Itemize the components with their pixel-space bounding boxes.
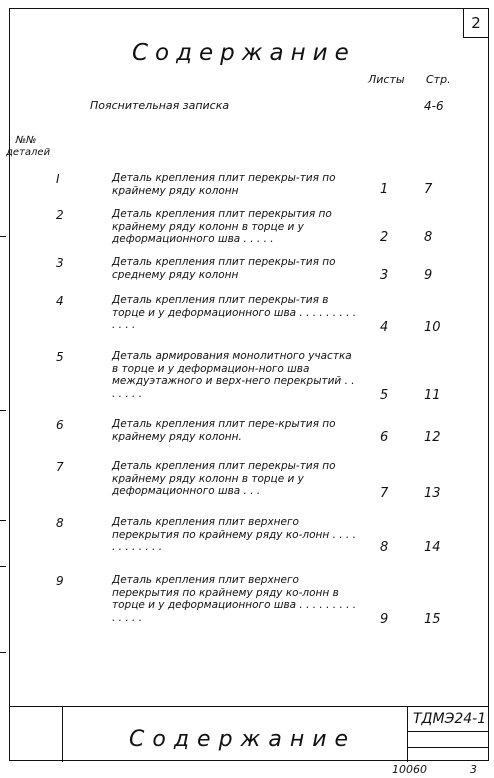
row-description: Деталь крепления плит перекры-тия по крайнему ряду колонн bbox=[112, 172, 336, 197]
row-page: 7 bbox=[424, 182, 433, 197]
row-page: 13 bbox=[424, 486, 441, 501]
title-block-divider bbox=[62, 707, 63, 762]
row-number: 7 bbox=[56, 460, 64, 474]
row-sheet: 5 bbox=[380, 388, 389, 403]
row-sheet: 7 bbox=[380, 486, 389, 501]
title-block-divider bbox=[407, 747, 489, 748]
title-block bbox=[9, 706, 489, 762]
title-block-title: Содержание bbox=[129, 727, 357, 752]
row-description: Деталь крепления плит верхнего перекрытия по крайнему ряду ко-лонн . . . . . . . . . . . . bbox=[112, 516, 356, 553]
row-sheet: 4 bbox=[380, 320, 389, 335]
row-number: I bbox=[56, 172, 60, 186]
row-page: 12 bbox=[424, 430, 441, 445]
detail-number-header: №№ деталей bbox=[6, 135, 51, 158]
row-sheet: 1 bbox=[380, 182, 389, 197]
margin-tick bbox=[0, 236, 6, 237]
margin-tick bbox=[0, 652, 6, 653]
row-description: Деталь крепления плит верхнего перекрытия по крайнему ряду ко-лонн в торце и у деформационного шва . . . . . . . . . . . . . . bbox=[112, 574, 357, 624]
row-page: 9 bbox=[424, 268, 433, 283]
row-page: 8 bbox=[424, 230, 433, 245]
row-page: 11 bbox=[424, 388, 441, 403]
page-title: Содержание bbox=[132, 40, 356, 66]
row-page: 10 bbox=[424, 320, 441, 335]
title-block-divider bbox=[407, 731, 489, 732]
page-number-box bbox=[463, 8, 489, 38]
row-description: Деталь крепления плит перекры-тия в торце и у деформационного шва . . . . . . . . . . . . . bbox=[112, 294, 357, 331]
footer-sheet-number: 3 bbox=[470, 763, 477, 776]
row-sheet: 6 bbox=[380, 430, 389, 445]
title-block-code: ТДМЭ24-1 bbox=[413, 711, 487, 727]
margin-tick bbox=[0, 520, 6, 521]
row-number: 5 bbox=[56, 350, 64, 364]
row-number: 2 bbox=[56, 208, 64, 222]
row-description: Деталь крепления плит перекры-тия по среднему ряду колонн bbox=[112, 256, 336, 281]
row-sheet: 8 bbox=[380, 540, 389, 555]
row-description: Деталь крепления плит пере-крытия по крайнему ряду колонн. bbox=[112, 418, 336, 443]
row-description: Деталь армирования монолитного участка в торце и у деформацион-ного шва междуэтажного и верх-него перекрытий . . . . . . . bbox=[112, 350, 355, 400]
row-number: 3 bbox=[56, 256, 64, 270]
title-block-divider bbox=[407, 707, 408, 762]
row-number: 8 bbox=[56, 516, 64, 530]
footer-code: 10060 bbox=[392, 763, 427, 776]
row-sheet: 9 bbox=[380, 612, 389, 627]
row-number: 4 bbox=[56, 294, 64, 308]
row-number: 9 bbox=[56, 574, 64, 588]
row-page: 15 bbox=[424, 612, 441, 627]
margin-tick bbox=[0, 566, 6, 567]
row-sheet: 2 bbox=[380, 230, 389, 245]
margin-tick bbox=[0, 410, 6, 411]
row-description: Деталь крепления плит перекрытия по крайнему ряду колонн в торце и у деформационного шва . . . . . bbox=[112, 208, 332, 245]
pages-column-header: Стр. bbox=[426, 73, 451, 86]
page-number: 2 bbox=[471, 14, 481, 32]
row-sheet: 3 bbox=[380, 268, 389, 283]
sheets-column-header: Листы bbox=[368, 73, 405, 86]
explanatory-note-label: Пояснительная записка bbox=[90, 99, 230, 112]
row-page: 14 bbox=[424, 540, 441, 555]
explanatory-note-pages: 4-6 bbox=[424, 99, 444, 113]
row-description: Деталь крепления плит перекры-тия по крайнему ряду колонн в торце и у деформационного шва . . . bbox=[112, 460, 336, 497]
row-number: 6 bbox=[56, 418, 64, 432]
